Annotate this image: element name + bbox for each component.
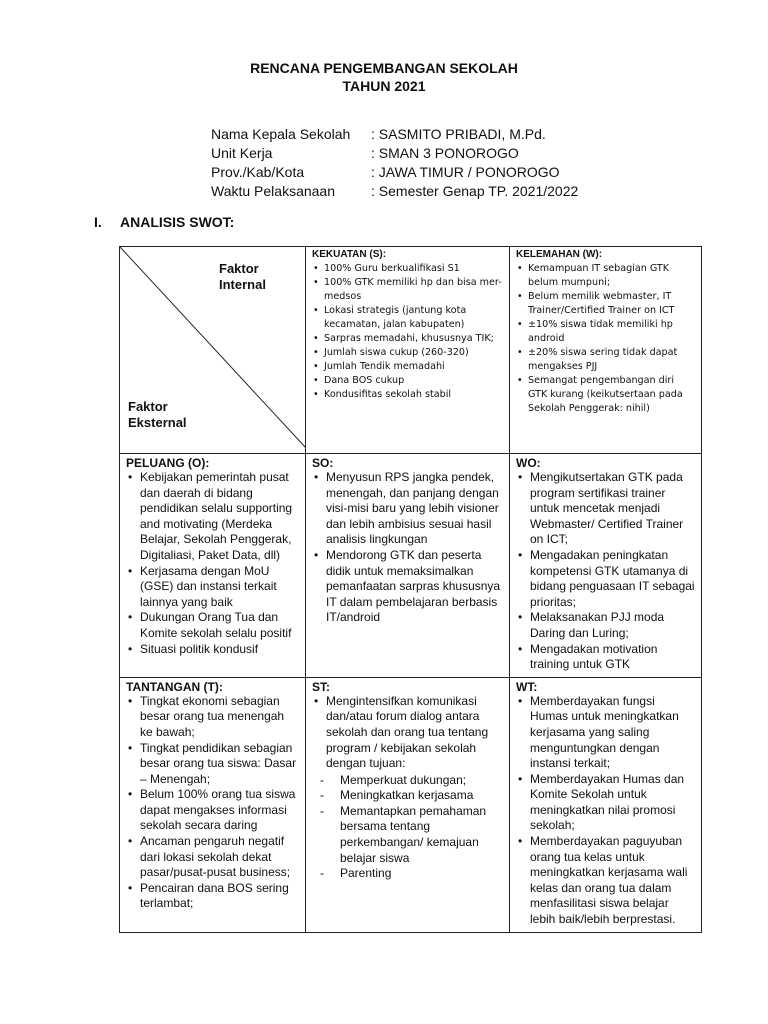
list-item: • Kebijakan pemerintah pusat dan daerah di bidang pendidikan selalu supporting and motivating (Merdeka Belajar, Sekolah Penggerak, Digitaliasi, Paket Data, dll) — [126, 470, 300, 564]
list-item: • Memberdayakan fungsi Humas untuk meningkatkan kerjasama yang saling menguntungkan dengan instansi terkait; — [516, 694, 696, 772]
list-item: • Melaksanakan PJJ moda Daring dan Luring; — [516, 610, 696, 641]
list-item: • Mendorong GTK dan peserta didik untuk memaksimalkan pemanfaatan sarpras khususnya IT dalam pembelajaran berbasis IT/android — [312, 548, 504, 626]
info-row-unit — [211, 144, 578, 163]
list-item: • Sarpras memadahi, khususnya TIK; — [312, 332, 504, 346]
document-year: TAHUN 2021 — [342, 78, 426, 94]
st-intro: • Mengintensifkan komunikasi dan/atau forum dialog antara sekolah dan orang tua tentang program / kebijakan sekolah dengan tujuan: — [312, 694, 504, 772]
info-value: : SMAN 3 PONOROGO — [371, 145, 519, 161]
kelemahan-list — [516, 262, 696, 416]
st-heading: ST: — [312, 679, 330, 694]
list-item: • Tingkat ekonomi sebagian besar orang tua menengah ke bawah; — [126, 694, 300, 741]
list-item: • ±10% siswa tidak memiliki hp android — [516, 318, 696, 346]
list-item: • Mengadakan peningkatan kompetensi GTK utamanya di bidang penguasaan IT sebagai prioritas; — [516, 548, 696, 610]
kekuatan-heading: KEKUATAN (S): — [312, 249, 387, 260]
info-value: : SASMITO PRIBADI, M.Pd. — [371, 126, 546, 142]
info-value: : JAWA TIMUR / PONOROGO — [371, 164, 560, 180]
list-item: • Lokasi strategis (jantung kota kecamatan, jalan kabupaten) — [312, 304, 504, 332]
wo-heading: WO: — [516, 456, 541, 470]
list-item: • Kondusifitas sekolah stabil — [312, 388, 504, 402]
document-title: RENCANA PENGEMBANGAN SEKOLAH — [250, 60, 518, 76]
list-item: • Dukungan Orang Tua dan Komite sekolah selalu positif — [126, 610, 300, 641]
so-cell — [306, 454, 510, 678]
section-heading — [94, 214, 234, 230]
wt-heading: WT: — [516, 679, 538, 694]
list-item: • Kerjasama dengan MoU (GSE) dan instansi terkait lainnya yang baik — [126, 564, 300, 611]
list-item: • Tingkat pendidikan sebagian besar orang tua siswa: Dasar – Menengah; — [126, 741, 300, 788]
list-item: • Dana BOS cukup — [312, 374, 504, 388]
st-cell — [306, 677, 510, 932]
list-item: • Memberdayakan Humas dan Komite Sekolah untuk meningkatkan nilai promosi sekolah; — [516, 772, 696, 834]
list-item: - Parenting — [312, 866, 504, 882]
peluang-cell — [120, 454, 306, 678]
peluang-list — [126, 470, 300, 657]
swot-row-tantangan — [120, 677, 702, 932]
list-item: • Menyusun RPS jangka pendek, menengah, dan panjang dengan visi-misi baru yang lebih visioner dan lebih ambisius sesuai hasil analisis lingkungan — [312, 470, 504, 548]
info-row-period — [211, 182, 578, 201]
kekuatan-cell — [306, 247, 510, 454]
list-item: • Jumlah Tendik memadahi — [312, 360, 504, 374]
wt-cell — [510, 677, 702, 932]
school-info — [211, 125, 578, 201]
list-item: • Pencairan dana BOS sering terlambat; — [126, 881, 300, 912]
info-row-principal — [211, 125, 578, 144]
kekuatan-list — [312, 262, 504, 402]
list-item: • Mengadakan motivation training untuk GTK — [516, 642, 696, 673]
wt-list — [516, 694, 696, 928]
kelemahan-heading: KELEMAHAN (W): — [516, 249, 603, 260]
info-value: : Semester Genap TP. 2021/2022 — [371, 183, 579, 199]
list-item: - Meningkatkan kerjasama — [312, 788, 504, 804]
info-row-region — [211, 163, 578, 182]
info-label: Waktu Pelaksanaan — [211, 183, 335, 199]
list-item: • Memberdayakan paguyuban orang tua kelas untuk meningkatkan kerjasama wali kelas dan orang tua dalam menfasilitasi siswa belajar lebih baik/lebih berprestasi. — [516, 834, 696, 928]
swot-row-internal — [120, 247, 702, 454]
list-item: • ±20% siswa sering tidak dapat mengakses PJJ — [516, 346, 696, 374]
tantangan-list — [126, 694, 300, 912]
list-item: • Belum memilik webmaster, IT Trainer/Certified Trainer on ICT — [516, 290, 696, 318]
list-item: • 100% Guru berkualifikasi S1 — [312, 262, 504, 276]
faktor-eksternal-label: Faktor Eksternal — [128, 399, 187, 430]
swot-row-peluang — [120, 454, 702, 678]
list-item: - Memperkuat dukungan; — [312, 773, 504, 789]
wo-cell — [510, 454, 702, 678]
tantangan-heading: TANTANGAN (T): — [126, 679, 223, 694]
wo-list — [516, 470, 696, 673]
st-list — [312, 773, 504, 882]
list-item: • Kemampuan IT sebagian GTK belum mumpuni; — [516, 262, 696, 290]
list-item: • Mengikutsertakan GTK pada program sertifikasi trainer untuk mencetak menjadi Webmaster/ Certified Trainer on ICT; — [516, 470, 696, 548]
info-label: Prov./Kab/Kota — [211, 164, 305, 180]
list-item: • Belum 100% orang tua siswa dapat mengakses informasi sekolah secara daring — [126, 787, 300, 834]
so-heading: SO: — [312, 456, 334, 470]
section-title: ANALISIS SWOT: — [120, 214, 235, 230]
swot-corner-cell — [120, 247, 306, 454]
list-item: • Situasi politik kondusif — [126, 642, 300, 658]
faktor-internal-label: Faktor Internal — [219, 261, 266, 292]
list-item: - Memantapkan pemahaman bersama tentang perkembangan/ kemajuan belajar siswa — [312, 804, 504, 866]
info-label: Nama Kepala Sekolah — [211, 126, 351, 142]
list-item: • 100% GTK memiliki hp dan bisa mer-medsos — [312, 276, 504, 304]
section-number: I. — [94, 214, 102, 230]
peluang-heading: PELUANG (O): — [126, 456, 210, 470]
kelemahan-cell — [510, 247, 702, 454]
list-item: • Jumlah siswa cukup (260-320) — [312, 346, 504, 360]
tantangan-cell — [120, 677, 306, 932]
list-item: • Ancaman pengaruh negatif dari lokasi sekolah dekat pasar/pusat-pusat business; — [126, 834, 300, 881]
list-item: • Semangat pengembangan diri GTK kurang (keikutsertaan pada Sekolah Penggerak: nihil) — [516, 374, 696, 416]
info-label: Unit Kerja — [211, 145, 273, 161]
so-list — [312, 470, 504, 626]
swot-table — [119, 246, 702, 933]
